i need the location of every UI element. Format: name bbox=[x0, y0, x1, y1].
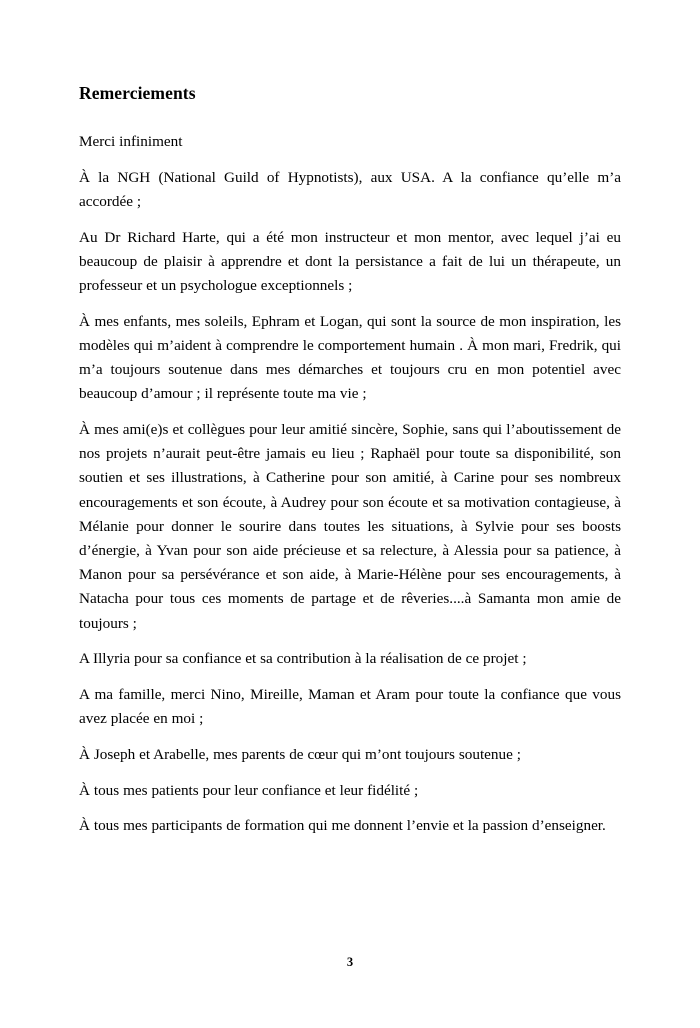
paragraph-participants: À tous mes participants de formation qui me donnent l’envie et la passion d’enseigner. bbox=[79, 817, 606, 835]
paragraph-ngh: À la NGH (National Guild of Hypnotists), aux USA. A la confiance qu’elle m’a accordée ; bbox=[79, 168, 621, 210]
paragraph-illyria: A Illyria pour sa confiance et sa contribution à la réalisation de ce projet ; bbox=[79, 650, 527, 668]
page-number: 3 bbox=[346, 955, 354, 969]
paragraph-intro: Merci infiniment bbox=[79, 133, 183, 150]
paragraph-enfants-mari: À mes enfants, mes soleils, Ephram et Logan, qui sont la source de mon inspiration, les modèles qui m’aident à comprendre le comportement humain . À mon mari, Fredrik, qui m’a toujours soutenue dans mes démarches et toujours cru en mon potentiel avec beaucoup d’amour ; il représente toute ma vie ; bbox=[79, 312, 621, 403]
paragraph-amis-collegues: À mes ami(e)s et collègues pour leur amitié sincère, Sophie, sans qui l’aboutissement de nos projets n’aurait peut-être jamais eu lieu ; Raphaël pour toute sa disponibilité, son soutien et ses illustrations, à Catherine pour son amitié, à Carine pour ses nombreux encouragements et son écoute, à Audrey pour son écoute et sa motivation contagieuse, à Mélanie pour donner le sourire dans toutes les situations, à Sylvie pour ses boosts d’énergie, à Yvan pour son aide précieuse et sa relecture, à Alessia pour sa patience, à Manon pour sa persévérance et son aide, à Marie-Hélène pour ses encouragements, à Natacha pour tous ces moments de partage et de rêveries....à Samanta mon amie de toujours ; bbox=[79, 421, 621, 632]
acknowledgements-body bbox=[79, 130, 621, 839]
paragraph-joseph-arabelle: À Joseph et Arabelle, mes parents de cœur qui m’ont toujours soutenue ; bbox=[79, 745, 521, 763]
page-title: Remerciements bbox=[79, 83, 196, 103]
paragraph-richard-harte: Au Dr Richard Harte, qui a été mon instructeur et mon mentor, avec lequel j’ai eu beaucoup de plaisir à apprendre et dont la persistance a fait de lui un thérapeute, un professeur et un psychologue exceptionnels ; bbox=[79, 228, 621, 295]
paragraph-patients: À tous mes patients pour leur confiance et leur fidélité ; bbox=[79, 781, 419, 799]
paragraph-famille: A ma famille, merci Nino, Mireille, Maman et Aram pour toute la confiance que vous avez placée en moi ; bbox=[79, 686, 621, 728]
page-content bbox=[79, 82, 621, 839]
